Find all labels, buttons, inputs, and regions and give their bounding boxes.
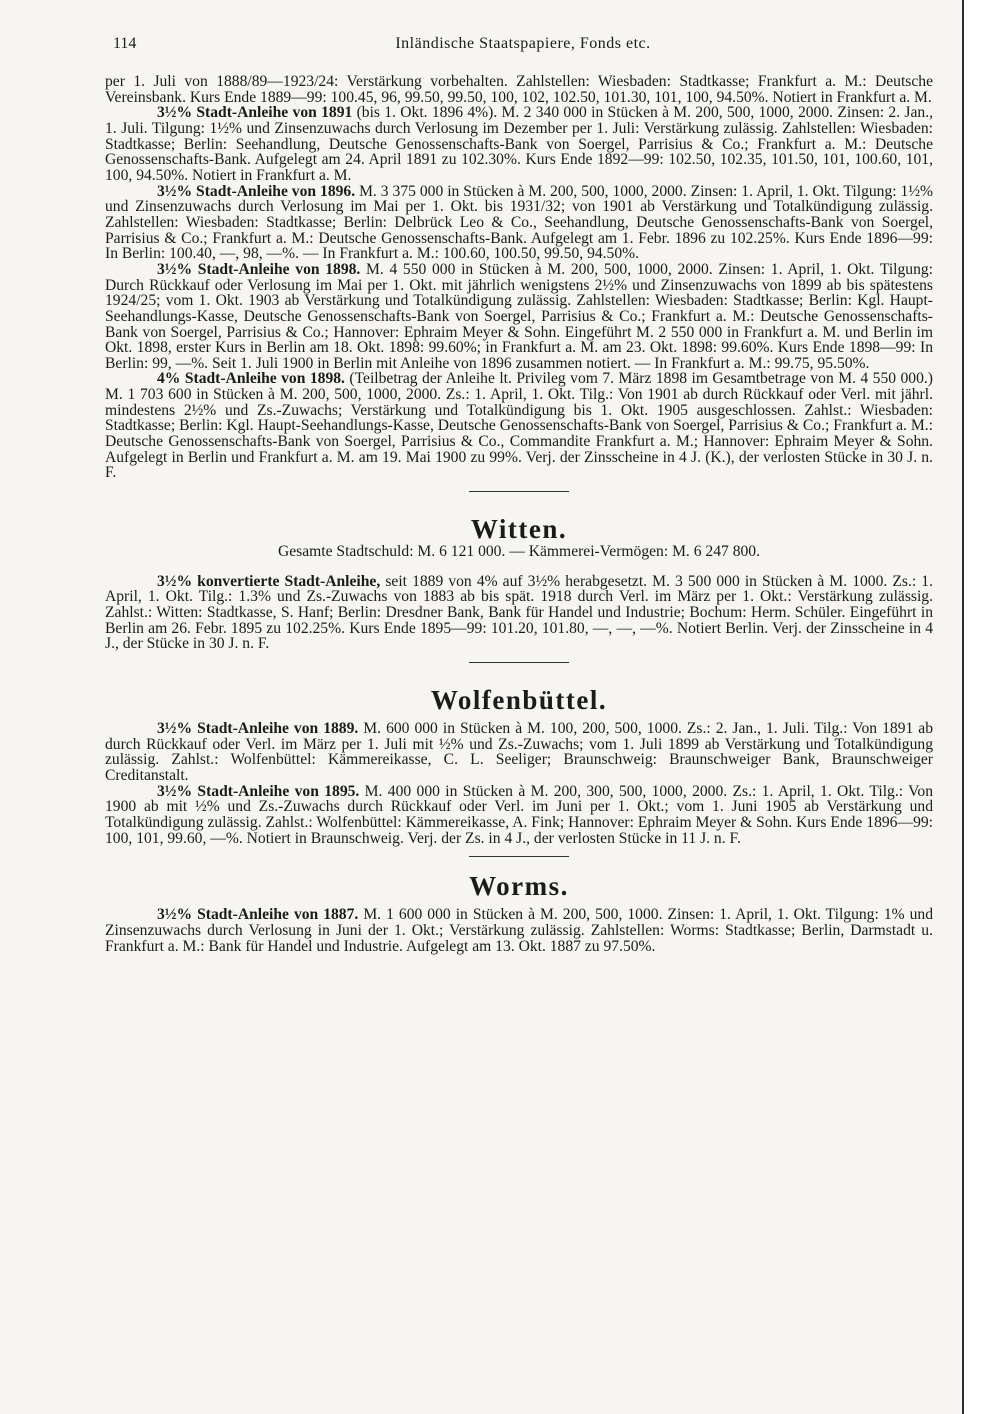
loan-title: 4% Stadt-Anleihe von 1898. [157, 370, 345, 388]
section-wolfenbuettel [105, 685, 933, 846]
page-edge [962, 0, 1000, 1414]
loan-entry-wolfenbuettel-1895 [105, 784, 933, 847]
page-body [105, 74, 933, 954]
section-worms [105, 871, 933, 954]
loan-text: M. 4 550 000 in Stücken à M. 200, 500, 1000, 2000. Zinsen: 1. April, 1. Okt. Tilgung: Durch Rückkauf oder Verlosung im Mai per 1. Okt. mit jährlich wenigstens 2½% und Zinsenzuwachs von 1899 ab bis spätestens 1924/25; vom 1. Okt. 1903 ab Verstärkung und Totalkündigung zulässig. Zahlstellen: Wiesbaden: Stadtkasse; Berlin: Kgl. Haupt-Seehandlungs-Kasse, Deutsche Genossenschafts-Bank von Soergel, Parrisius & Co.; Frankfurt a. M.: Deutsche Genossenschafts-Bank von Soergel, Parrisius & Co.; Hannover: Ephraim Meyer & Sohn. Eingeführt M. 2 550 000 in Frankfurt a. M. und Berlin im Okt. 1898, erster Kurs in Berlin am 18. Okt. 1898: 99.60%; in Frankfurt a. M. am 23. Okt. 1898: 99.60%. Kurs Ende 1898—99: In Berlin: 99, —%. Seit 1. Juli 1900 in Berlin mit Anleihe von 1896 zusammen notiert. — In Frankfurt a. M.: 99.75, 95.50%. [105, 260, 934, 372]
loan-entry-wolfenbuettel-1889 [105, 721, 933, 784]
loan-entry-witten [105, 574, 933, 652]
running-head: Inländische Staatspapiere, Fonds etc. [395, 35, 651, 52]
loan-title: 3½% Stadt-Anleihe von 1898. [157, 260, 361, 278]
loan-text: seit 1889 von 4% auf 3½% herabgesetzt. M. 3 500 000 in Stücken à M. 1000. Zs.: 1. April, 1. Okt. Tilg.: 1.3% und Zs.-Zuwachs von 1883 ab bis spät. 1918 durch Verl. im März per 1. Okt.: Verstärkung zulässig. Zahlst.: Witten: Stadtkasse, S. Hanf; Berlin: Dresdner Bank, Bank für Handel und Industrie; Bochum: Herm. Schüler. Eingeführt in Berlin am 26. Febr. 1895 zu 102.25%. Kurs Ende 1895—99: 101.20, 101.80, —, —, —%. Notiert Berlin. Verj. der Zinsscheine in 4 J., der Stücke in 30 J. n. F. [105, 572, 933, 653]
loan-text: M. 400 000 in Stücken à M. 200, 300, 500, 1000, 2000. Zs.: 1. April, 1. Okt. Tilg.: Von 1900 ab mit ½% und Zs.-Zuwachs durch Rückkauf oder Verl. im Juni per 1. Okt.; vom 1. Juni 1905 ab Verstärkung und Totalkündigung zulässig. Zahlst.: Wolfenbüttel: Kämmereikasse, A. Fink; Hannover: Ephraim Meyer & Sohn. Kurs Ende 1896—99: 100, 101, 99.60, —%. Notiert in Braunschweig. Verj. der Zs. in 4 J., der verlosten Stücke in 11 J. n. F. [105, 782, 933, 847]
section-witten [105, 514, 933, 652]
page-number: 114 [113, 35, 137, 52]
loan-title: 3½% Stadt-Anleihe von 1891 [157, 104, 353, 122]
loan-title: 3½% Stadt-Anleihe von 1895. [157, 782, 360, 800]
loan-text: M. 600 000 in Stücken à M. 100, 200, 500, 1000. Zs.: 2. Jan., 1. Juli. Tilg.: Von 1891 ab durch Rückkauf oder Verl. im März per 1. Juli mit ½% und Zs.-Zuwachs; vom 1. Juli 1899 ab Verstärkung und Totalkündigung zulässig. Zahlst.: Wolfenbüttel: Kämmereikasse, C. L. Seeliger; Braunschweig: Braunschweiger Bank, Braunschweiger Creditanstalt. [105, 720, 934, 784]
loan-text: M. 3 375 000 in Stücken à M. 200, 500, 1000, 2000. Zinsen: 1. April, 1. Okt. Tilgung: 1½% und Zinsenzuwachs durch Verlosung im Mai per 1. Okt. bis 1931/32; von 1901 ab Verstärkung und Totalkündigung zulässig. Zahlstellen: Wiesbaden: Stadtkasse; Berlin: Delbrück Leo & Co., Seehandlung, Deutsche Genossenschafts-Bank von Soergel, Parrisius & Co.; Frankfurt a. M.: Deutsche Genossenschafts-Bank. Aufgelegt am 1. Febr. 1896 zu 102.25%. Kurs Ende 1896—99: In Berlin: 100.40, —, 98, —%. — In Frankfurt a. M.: 100.60, 100.50, 99.50, 94.50%. [105, 182, 934, 263]
loan-text: M. 1 600 000 in Stücken à M. 200, 500, 1000. Zinsen: 1. April, 1. Okt. Tilgung: 1% und Zinsenzuwachs durch Verlosung in Juni der 1. Okt.; Verstärkung zulässig. Zahlstellen: Worms: Stadtkasse; Berlin, Darmstadt u. Frankfurt a. M.: Bank für Handel und Industrie. Aufgelegt am 13. Okt. 1887 zu 97.50%. [105, 906, 934, 955]
loan-title: 3½% Stadt-Anleihe von 1896. [157, 182, 356, 200]
paragraph-continued: per 1. Juli von 1888/89—1923/24: Verstärkung vorbehalten. Zahlstellen: Wiesbaden: Stadtkasse; Frankfurt a. M.: Deutsche Vereinsbank. Kurs Ende 1889—99: 100.45, 96, 99.50, 99.50, 100, 102, 102.50, 101.30, 101, 100, 94.50%. Notiert in Frankfurt a. M. [105, 73, 933, 106]
loan-entry-worms-1887 [105, 907, 933, 954]
loan-entry-1896 [105, 184, 933, 262]
loan-entry-1891 [105, 105, 933, 183]
loan-title: 3½% konvertierte Stadt-Anleihe, [157, 572, 381, 590]
loan-entry-1898-4 [105, 371, 933, 481]
loan-title: 3½% Stadt-Anleihe von 1887. [157, 906, 359, 924]
page-edge-line [962, 0, 964, 1414]
debt-summary: Gesamte Stadtschuld: M. 6 121 000. — Kämmerei-Vermögen: M. 6 247 800. [277, 543, 761, 561]
city-heading-worms: Worms. [469, 871, 569, 902]
loan-text: (Teilbetrag der Anleihe lt. Privileg vom 7. März 1898 im Gesamtbetrage von M. 4 550 000.) M. 1 703 600 in Stücken à M. 200, 500, 1000, 2000. Zs.: 1. April, 1. Okt. Tilg.: Von 1901 ab durch Rückkauf oder Verl. mit jährl. mindestens 2½% und Zs.-Zuwachs; Verstärkung und Totalkündigung bis 1. Okt. 1905 ausgeschlossen. Zahlst.: Wiesbaden: Stadtkasse; Berlin: Kgl. Haupt-Seehandlungs-Kasse, Deutsche Genossenschafts-Bank von Soergel, Parrisius & Co.; Frankfurt a. M.: Deutsche Genossenschafts-Bank von Soergel, Parrisius & Co., Commandite Frankfurt a. M.; Hannover: Ephraim Meyer & Sohn. Aufgelegt in Berlin und Frankfurt a. M. am 19. Mai 1900 zu 99%. Verj. der Zinsscheine in 4 J. (K.), der verlosten Stücke in 30 J. n. F. [105, 370, 933, 482]
section-wiesbaden-continued [105, 74, 933, 481]
page-header [113, 35, 933, 59]
city-heading-witten: Witten. [470, 514, 568, 545]
city-heading-wolfenbuettel: Wolfenbüttel. [430, 685, 608, 715]
loan-text: (bis 1. Okt. 1896 4%). M. 2 340 000 in Stücken à M. 200, 500, 1000, 2000. Zinsen: 2. Jan., 1. Juli. Tilgung: 1½% und Zinsenzuwachs durch Verlosung im Dezember per 1. Juli: Verstärkung zulässig. Zahlstellen: Wiesbaden: Stadtkasse; Berlin: Seehandlung, Deutsche Genossenschafts-Bank von Soergel, Parrisius & Co.; Frankfurt a. M.: Deutsche Genossenschafts-Bank. Aufgelegt am 24. April 1891 zu 102.30%. Kurs Ende 1892—99: 102.50, 102.35, 101.50, 101, 100.60, 101, 100, 94.50%. Notiert in Frankfurt a. M. [105, 104, 934, 184]
loan-entry-1898-3-5 [105, 262, 933, 372]
loan-title: 3½% Stadt-Anleihe von 1889. [157, 720, 359, 737]
